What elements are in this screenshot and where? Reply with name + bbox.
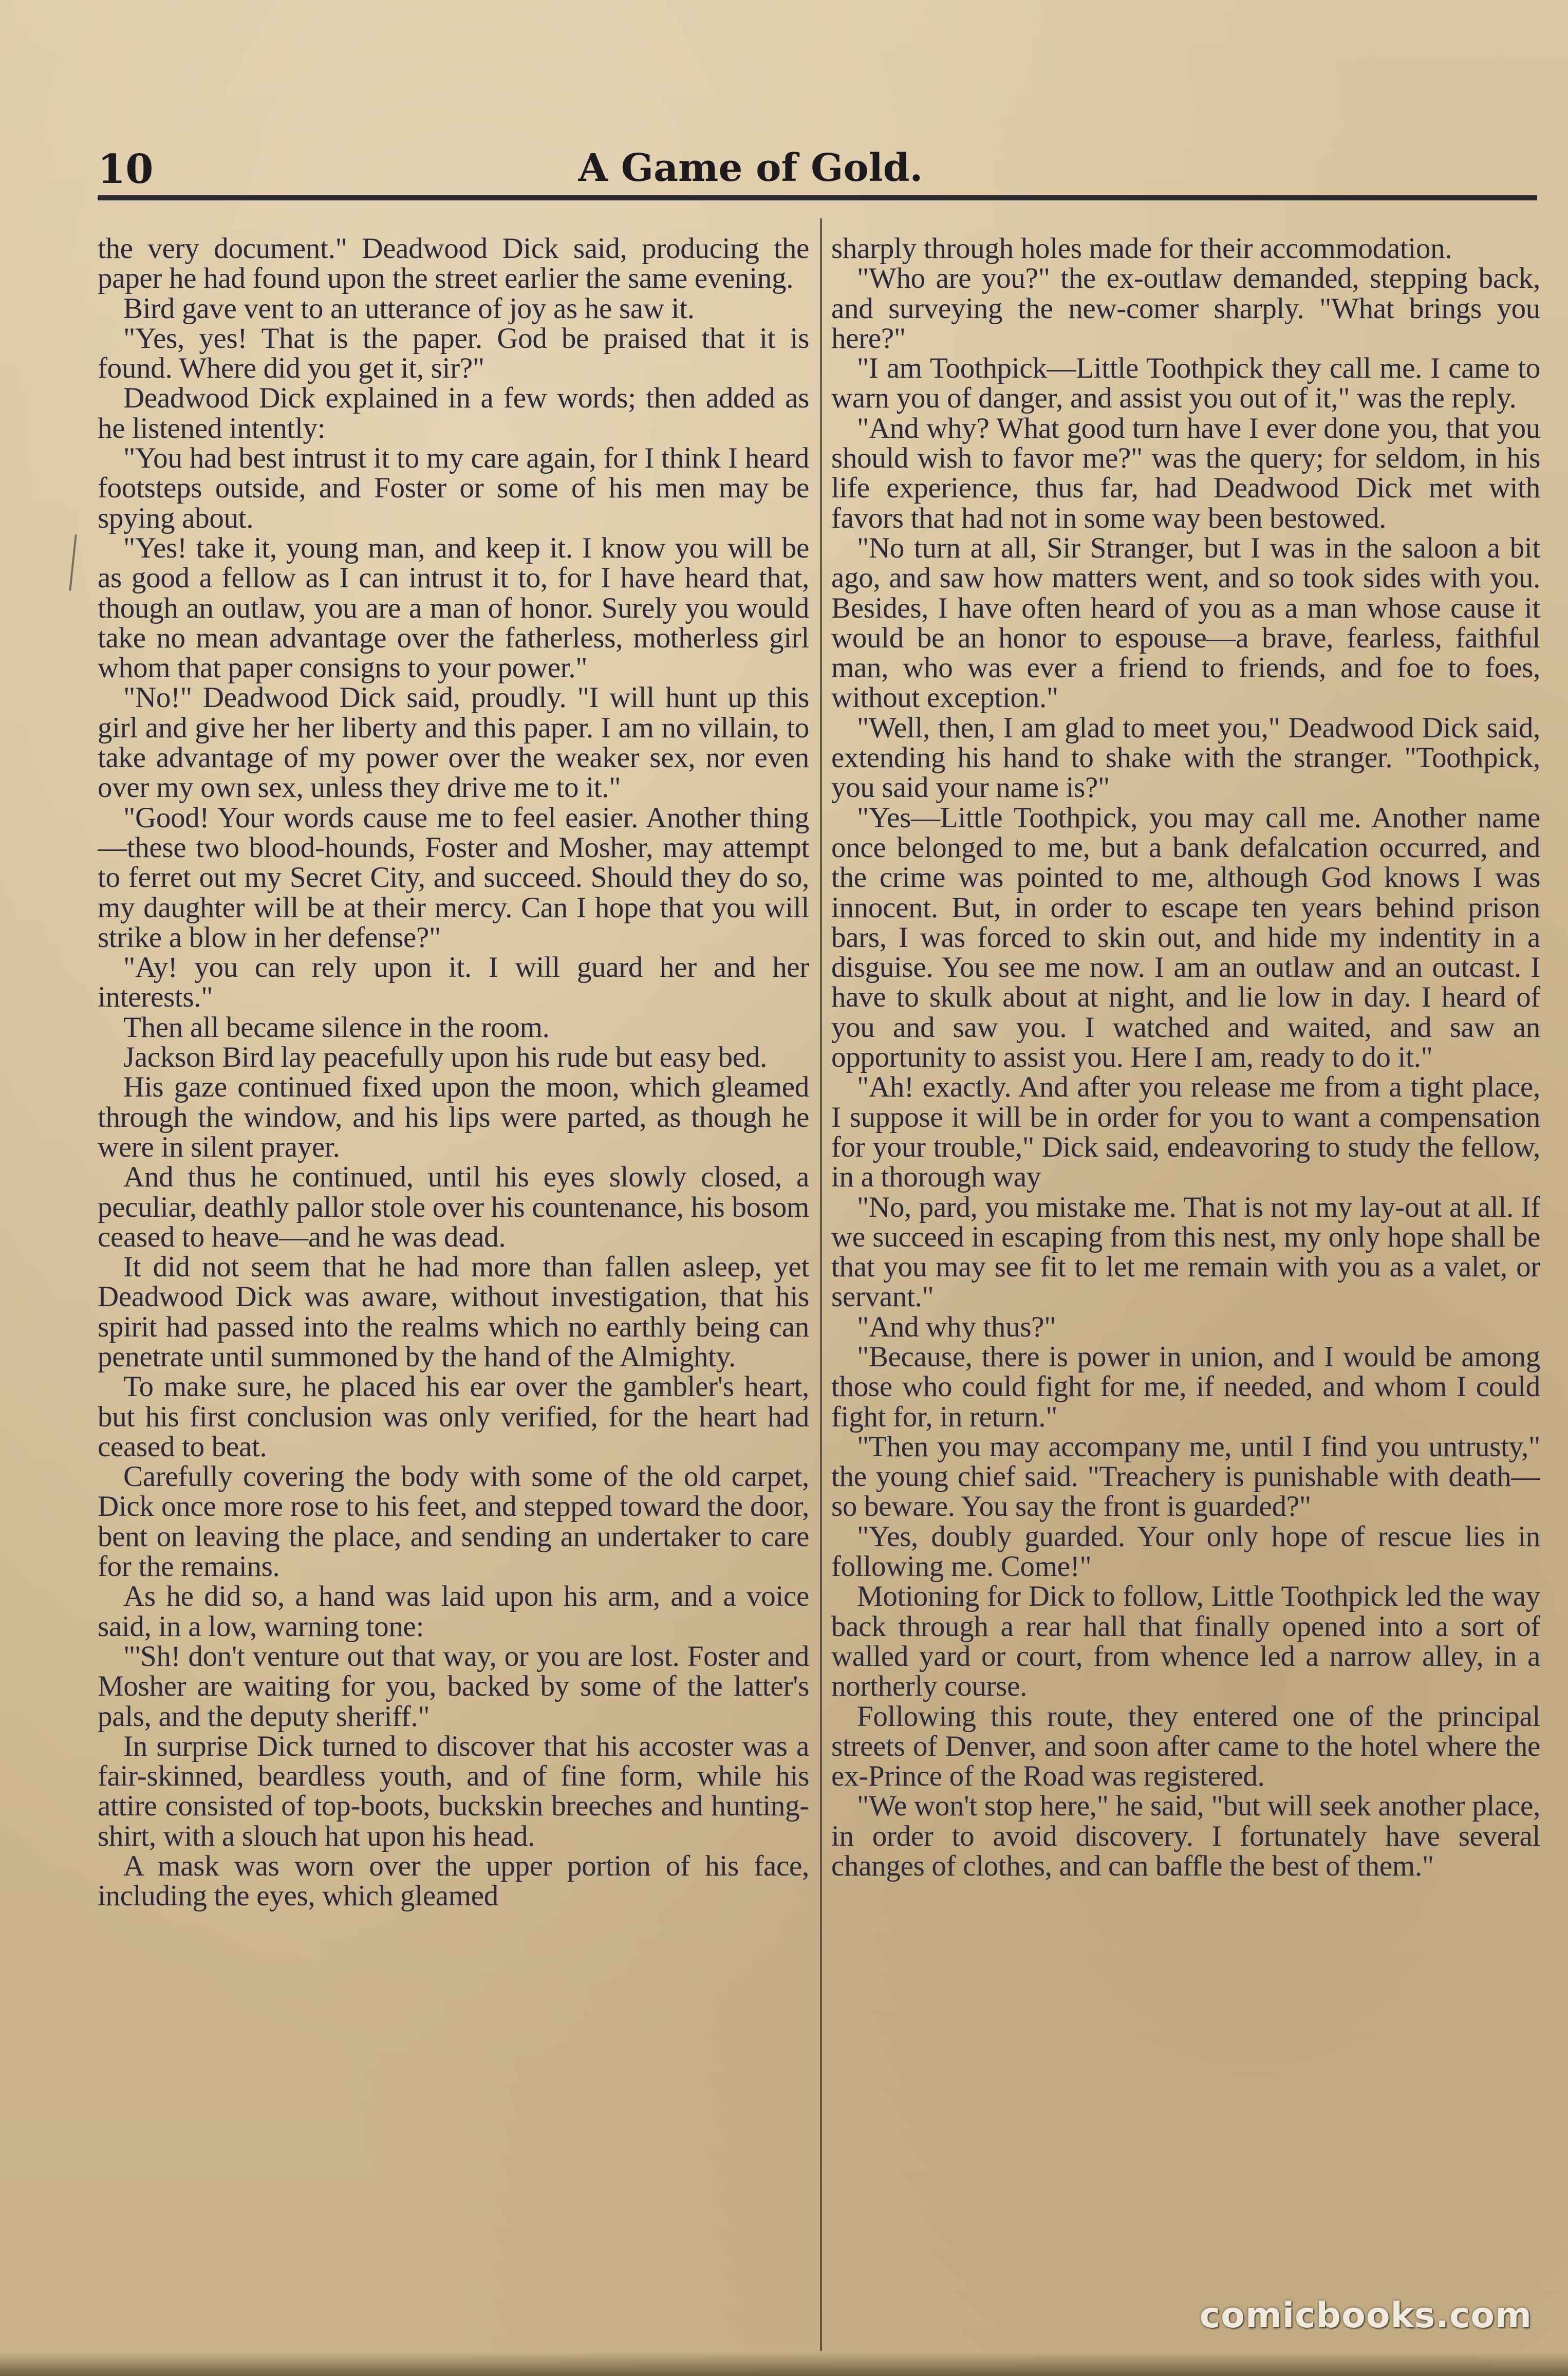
- paragraph: "Well, then, I am glad to meet you," Deadwood Dick said, extending his hand to shake with the stranger. "Toothpick, you said your name is?": [831, 711, 1540, 804]
- right-column: [831, 234, 1540, 2330]
- bottom-edge-shadow: [0, 2352, 1568, 2376]
- paragraph: "Who are you?" the ex-outlaw demanded, stepping back, and surveying the new-comer sharply. "What brings you here?": [831, 262, 1540, 355]
- paragraph: "'Sh! don't venture out that way, or you are lost. Foster and Mosher are waiting for you, backed by some of the latter's pals, and the deputy sheriff.": [98, 1640, 809, 1733]
- paragraph: His gaze continued fixed upon the moon, which gleamed through the window, and his lips were parted, as though he were in silent prayer.: [98, 1071, 809, 1163]
- left-column: [98, 234, 809, 2330]
- paragraph: "Yes—Little Toothpick, you may call me. Another name once belonged to me, but a bank defalcation occurred, and the crime was pointed to me, although God knows I was innocent. But, in order to escape ten years behind prison bars, I was forced to skin out, and hide my indentity in a disguise. You see me now. I am an outlaw and an outcast. I have to skulk about at night, and lie low in day. I heard of you and saw you. I watched and waited, and saw an opportunity to assist you. Here I am, ready to do it.": [831, 801, 1540, 1074]
- paragraph: Following this route, they entered one of the principal streets of Denver, and soon after came to the hotel where the ex-Prince of the Road was registered.: [831, 1700, 1540, 1793]
- paragraph: "Yes! take it, young man, and keep it. I know you will be as good a fellow as I can intrust it to, for I have heard that, though an outlaw, you are a man of honor. Surely you would take no mean advantage over the fatherless, motherless girl whom that paper consigns to your power.": [98, 531, 809, 684]
- header-rule: [98, 195, 1537, 200]
- paragraph: It did not seem that he had more than fallen asleep, yet Deadwood Dick was aware, without investigation, that his spirit had passed into the realms which no earthly being can penetrate until summoned by the hand of the Almighty.: [98, 1251, 809, 1373]
- page-number: 10: [98, 146, 154, 193]
- paragraph: "I am Toothpick—Little Toothpick they call me. I came to warn you of danger, and assist you out of it," was the reply.: [831, 352, 1540, 415]
- paragraph: "Yes, doubly guarded. Your only hope of rescue lies in following me. Come!": [831, 1520, 1540, 1583]
- paragraph: "You had best intrust it to my care again, for I think I heard footsteps outside, and Foster or some of his men may be spying about.: [98, 442, 809, 534]
- paragraph: Bird gave vent to an utterance of joy as he saw it.: [123, 292, 695, 325]
- paragraph: sharply through holes made for their accommodation.: [831, 234, 1452, 265]
- paragraph: Then all became silence in the room.: [123, 1011, 550, 1044]
- paragraph: "No, pard, you mistake me. That is not my lay-out at all. If we succeed in escaping from this nest, my only hope shall be that you may see fit to let me remain with you as a valet, or servant.": [831, 1191, 1540, 1313]
- paragraph: "No!" Deadwood Dick said, proudly. "I will hunt up this girl and give her her liberty and this paper. I am no villain, to take advantage of my power over the weaker sex, nor even over my own sex, unless they drive me to it.": [98, 681, 809, 804]
- paragraph: "Good! Your words cause me to feel easier. Another thing—these two blood-hounds, Foster and Mosher, may attempt to ferret out my Secret City, and succeed. Should they do so, my daughter will be at their mercy. Can I hope that you will strike a blow in her defense?": [98, 801, 809, 954]
- paragraph: "And why thus?": [857, 1310, 1056, 1343]
- paragraph: Carefully covering the body with some of the old carpet, Dick once more rose to his feet, and stepped toward the door, bent on leaving the place, and sending an undertaker to care for the remains.: [98, 1460, 809, 1583]
- paragraph: As he did so, a hand was laid upon his arm, and a voice said, in a low, warning tone:: [98, 1580, 809, 1643]
- paragraph: "Because, there is power in union, and I would be among those who could fight for me, if needed, and whom I could fight for, in return.": [831, 1340, 1540, 1433]
- paragraph: A mask was worn over the upper portion of his face, including the eyes, which gleamed: [98, 1850, 809, 1913]
- running-title: A Game of Gold.: [578, 146, 923, 190]
- paragraph: "We won't stop here," he said, "but will seek another place, in order to avoid discovery. I fortunately have several changes of clothes, and can baffle the best of them.": [831, 1790, 1540, 1883]
- paragraph: "And why? What good turn have I ever done you, that you should wish to favor me?" was the query; for seldom, in his life experience, thus far, had Deadwood Dick met with favors that had not in some way been bestowed.: [831, 412, 1540, 534]
- paragraph: "Then you may accompany me, until I find you untrusty," the young chief said. "Treachery is punishable with death—so beware. You say the front is guarded?": [831, 1430, 1540, 1523]
- paragraph: "Ay! you can rely upon it. I will guard her and her interests.": [98, 951, 809, 1014]
- watermark-text: comicbooks.com: [1199, 2295, 1532, 2336]
- paragraph: In surprise Dick turned to discover that his accoster was a fair-skinned, beardless youth, and of fine form, while his attire consisted of top-boots, buckskin breeches and hunting-shirt, with a slouch hat upon his head.: [98, 1730, 809, 1852]
- paragraph: Jackson Bird lay peacefully upon his rude but easy bed.: [123, 1041, 768, 1074]
- paragraph: "Yes, yes! That is the paper. God be praised that it is found. Where did you get it, sir?": [98, 322, 809, 385]
- paragraph: To make sure, he placed his ear over the gambler's heart, but his first conclusion was only verified, for the heart had ceased to beat.: [98, 1370, 809, 1463]
- paragraph: Motioning for Dick to follow, Little Toothpick led the way back through a rear hall that finally opened into a sort of walled yard or court, from whence led a narrow alley, in a northerly course.: [831, 1580, 1540, 1703]
- paragraph: "No turn at all, Sir Stranger, but I was in the saloon a bit ago, and saw how matters went, and so took sides with you. Besides, I have often heard of you as a man whose cause it would be an honor to espouse—a brave, fearless, faithful man, who was ever a friend to friends, and foe to foes, without exception.": [831, 531, 1540, 714]
- paragraph: the very document." Deadwood Dick said, producing the paper he had found upon the street earlier the same evening.: [98, 234, 809, 295]
- paragraph: "Ah! exactly. And after you release me from a tight place, I suppose it will be in order for you to want a compensation for your trouble," Dick said, endeavoring to study the fellow, in a thorough way: [831, 1071, 1540, 1194]
- paragraph: And thus he continued, until his eyes slowly closed, a peculiar, deathly pallor stole over his countenance, his bosom ceased to heave—and he was dead.: [98, 1161, 809, 1253]
- paragraph: Deadwood Dick explained in a few words; then added as he listened intently:: [98, 382, 809, 444]
- page-header: [98, 139, 1537, 200]
- column-divider: [820, 218, 822, 2351]
- margin-pencil-mark: [69, 534, 77, 591]
